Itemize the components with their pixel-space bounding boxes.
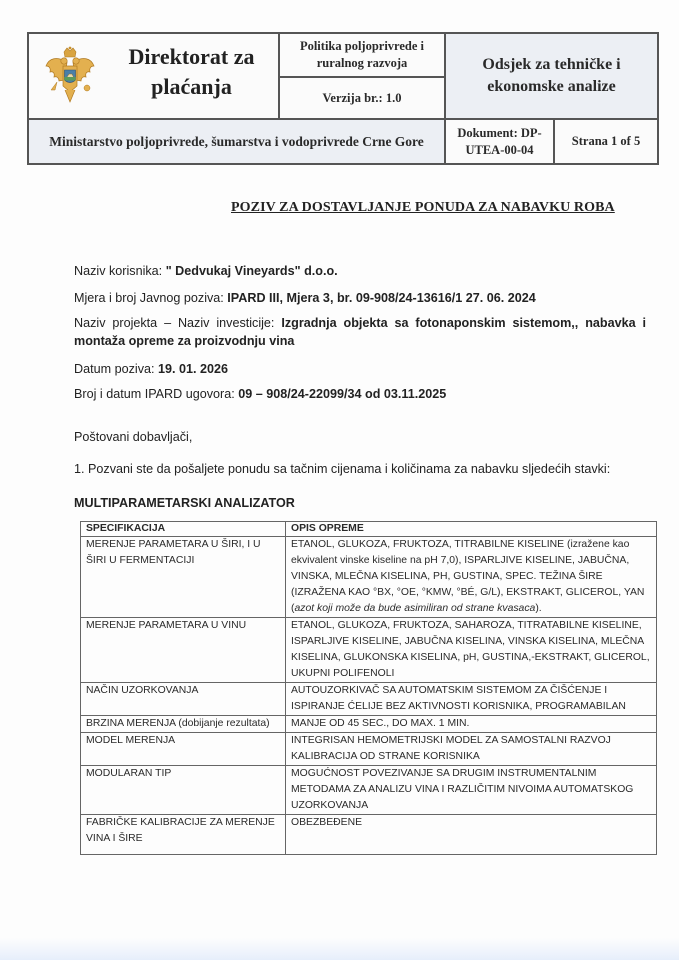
desc-end-text: ).	[535, 603, 542, 614]
contract-label: Broj i datum IPARD ugovora:	[74, 387, 239, 401]
beneficiary-line	[74, 262, 338, 280]
column-header-spec: SPECIFIKACIJA	[81, 522, 286, 537]
contract-line	[74, 385, 446, 403]
greeting: Poštovani dobavljači,	[74, 430, 193, 444]
table-row	[81, 733, 657, 766]
table-row	[81, 618, 657, 683]
spec-cell: FABRIČKE KALIBRACIJE ZA MERENJE VINA I ŠIRE	[81, 815, 286, 855]
table-row	[81, 683, 657, 716]
table-row	[81, 766, 657, 815]
scan-artifact	[0, 938, 679, 960]
desc-text: ETANOL, GLUKOZA, FRUKTOZA, TITRABILNE KISELINE (izražene kao ekvivalent vinske kiseline na pH 7,0), ISPARLJIVE KISELINE, JABUČNA, VINSKA, MLEČNA KISELINA, PH, GUSTINA, SPEC. TEŽINA ŠIRE (IZRAŽENA KAO °BX, °OE, °KMW, °BÉ, G/L), EKSTRAKT, GLICEROL, YAN (	[291, 539, 645, 614]
spec-cell: MODULARAN TIP	[81, 766, 286, 815]
desc-cell: INTEGRISAN HEMOMETRIJSKI MODEL ZA SAMOSTALNI RAZVOJ KALIBRACIJA OD STRANE KORISNIKA	[286, 733, 657, 766]
project-label: Naziv projekta – Naziv investicije:	[74, 316, 282, 330]
beneficiary-label: Naziv korisnika:	[74, 264, 166, 278]
table-header-row	[81, 522, 657, 537]
organization-title	[109, 42, 274, 102]
montenegro-coat-of-arms-icon	[43, 46, 97, 110]
spec-cell: BRZINA MERENJA (dobijanje rezultata)	[81, 716, 286, 733]
measure-line	[74, 289, 536, 307]
specification-table	[80, 521, 657, 855]
desc-cell: OBEZBEĐENE	[286, 815, 657, 855]
document-code-cell: Dokument: DP-UTEA-00-04	[446, 118, 555, 163]
desc-cell: AUTOUZORKIVAČ SA AUTOMATSKIM SISTEMOM ZA ČIŠĆENJE I ISPIRANJE ĆELIJE BEZ AKTIVNOSTI KORISNIKA, PROGRAMABILAN	[286, 683, 657, 716]
project-line	[74, 314, 646, 350]
desc-cell: MOGUĆNOST POVEZIVANJE SA DRUGIM INSTRUMENTALNIM METODAMA ZA ANALIZU VINA I RAZLIČITIM NIVOIMA AUTOMATSKOG UZORKOVANJA	[286, 766, 657, 815]
department-cell: Odsjek za tehničke i ekonomske analize	[446, 34, 657, 118]
desc-cell: MANJE OD 45 SEC., DO MAX. 1 MIN.	[286, 716, 657, 733]
call-date-line	[74, 360, 228, 378]
table-row	[81, 815, 657, 855]
column-header-desc: OPIS OPREME	[286, 522, 657, 537]
table-row	[81, 537, 657, 618]
call-date-label: Datum poziva:	[74, 362, 158, 376]
beneficiary-value: " Dedvukaj Vineyards" d.o.o.	[165, 264, 338, 278]
call-date-value: 19. 01. 2026	[158, 362, 229, 376]
desc-italic-text: azot koji može da bude asimiliran od strane kvasaca	[294, 603, 536, 614]
measure-value: IPARD III, Mjera 3, br. 09-908/24-13616/1 27. 06. 2024	[227, 291, 536, 305]
section-title: MULTIPARAMETARSKI ANALIZATOR	[74, 496, 295, 510]
organization-title-line1: Direktorat za	[128, 44, 255, 69]
document-header	[27, 32, 659, 165]
spec-cell: MODEL MERENJA	[81, 733, 286, 766]
document-title: POZIV ZA DOSTAVLJANJE PONUDA ZA NABAVKU ROBA	[231, 200, 615, 215]
spec-cell: MERENJE PARAMETARA U VINU	[81, 618, 286, 683]
organization-title-line2: plaćanja	[151, 74, 232, 99]
version-cell: Verzija br.: 1.0	[280, 78, 446, 118]
organization-cell	[29, 34, 280, 118]
table-row	[81, 716, 657, 733]
spec-cell: MERENJE PARAMETARA U ŠIRI, I U ŠIRI U FERMENTACIJI	[81, 537, 286, 618]
page-number-cell: Strana 1 of 5	[555, 118, 657, 163]
contract-value: 09 – 908/24-22099/34 od 03.11.2025	[238, 387, 447, 401]
measure-label: Mjera i broj Javnog poziva:	[74, 291, 228, 305]
spec-cell: NAČIN UZORKOVANJA	[81, 683, 286, 716]
ministry-cell: Ministarstvo poljoprivrede, šumarstva i vodoprivrede Crne Gore	[29, 118, 446, 163]
item-1-text: 1. Pozvani ste da pošaljete ponudu sa tačnim cijenama i količinama za nabavku sljedećih stavki:	[74, 462, 611, 476]
policy-cell: Politika poljoprivrede i ruralnog razvoja	[280, 34, 446, 78]
desc-cell: ETANOL, GLUKOZA, FRUKTOZA, SAHAROZA, TITRATABILNE KISELINE, ISPARLJIVE KISELINE, JABUČNA KISELINA, VINSKA KISELINA, MLEČNA KISELINA, GLUKONSKA KISELINA, pH, GUSTINA,-EKSTRAKT, GLICEROL, UKUPNI POLIFENOLI	[286, 618, 657, 683]
project-value: Izgradnja objekta sa fotonaponskim sistemom,, nabavka i montaža opreme za proizvodnju vina	[74, 316, 646, 348]
desc-cell	[286, 537, 657, 618]
